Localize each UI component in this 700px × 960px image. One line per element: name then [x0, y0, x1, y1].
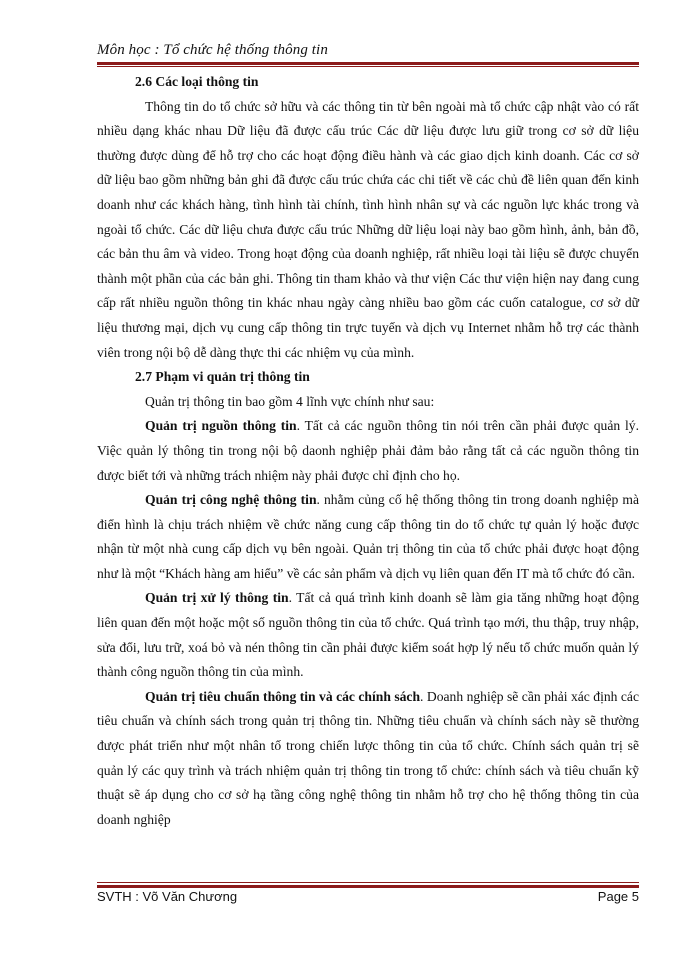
paragraph-lead: Quản trị xử lý thông tin [145, 590, 289, 606]
footer-rule-thin [97, 882, 639, 883]
paragraph: Thông tin do tổ chức sở hữu và các thông tin từ bên ngoài mà tổ chức cập nhật vào có rất nhiều dạng khác nhau Dữ liệu đã được cấu trúc Các dữ liệu được lưu giữ trong cơ sở dữ liệu thường được dùng để hỗ trợ cho các hoạt động điều hành và các giao dịch kinh doanh. Các cơ sở dữ liệu bao gồm những bản ghi đã được cấu trúc chứa các chi tiết về các chủ đề liên quan đến kinh doanh như các khách hàng, tình hình tài chính, tình hình nhân sự và các nguồn lực khác trong và ngoài tổ chức. Các dữ liệu chưa được cấu trúc Những dữ liệu loại này bao gồm hình, ảnh, bản đồ, các bản thu âm và video. Trong hoạt động của doanh nghiệp, rất nhiều loại tài liệu sẽ được chuyển thành một phần của các bản ghi. Thông tin tham khảo và thư viện Các thư viện hiện nay đang cung cấp rất nhiều nguồn thông tin khác nhau ngày càng nhiều bao gồm các cuốn catalogue, cơ sở dữ liệu thương mại, dịch vụ cung cấp thông tin trực tuyến và dịch vụ Internet nhằm hỗ trợ các thành viên trong nội bộ dễ dàng thực thi các nhiệm vụ của mình. [97, 98, 639, 360]
paragraph-body: . Doanh nghiệp sẽ cần phải xác định các tiêu chuẩn và chính sách trong quản trị thông tin. Những tiêu chuẩn và chính sách này sẽ thường được phát triển như một nhân tố trong chiến lược thông tin của tổ chức. Chính sách quản trị sẽ quản lý các quy trình và trách nhiệm quản trị thông tin trong tổ chức: chính sách và tiêu chuẩn kỹ thuật sẽ áp dụng cho cơ sở hạ tầng công nghệ thông tin nhằm hỗ trợ cho hệ thống thông tin của doanh nghiệp [97, 688, 639, 827]
header-rule-thick [97, 62, 639, 65]
paragraph-body: . Tất cả các nguồn thông tin nói trên cần phải được quản lý. Việc quản lý thông tin trong nội bộ daonh nghiệp phải đảm bảo rằng tất cả các nguồn thông tin được biết tới và những trách nhiệm này phải được chỉ định cho họ. [97, 418, 639, 483]
paragraph-lead: Quản trị tiêu chuẩn thông tin và các chính sách [145, 688, 421, 704]
paragraph [97, 414, 639, 488]
paragraph: Quản trị thông tin bao gồm 4 lĩnh vực chính như sau: [145, 393, 435, 409]
paragraph-lead: Quản trị công nghệ thông tin [145, 492, 317, 508]
paragraph-body: . Tất cả quá trình kinh doanh sẽ làm gia tăng những hoạt động liên quan đến một hoặc một số nguồn thông tin của tổ chức. Quá trình tạo mới, thu thập, truy nhập, sửa đổi, lưu trữ, xoá bỏ và nén thông tin cần phải được kiểm soát hợp lý nếu tổ chức muốn quản lý thành công nguồn thông tin của mình. [97, 590, 639, 680]
section-heading: 2.7 Phạm vi quản trị thông tin [135, 369, 310, 385]
paragraph [97, 488, 639, 586]
section-heading: 2.6 Các loại thông tin [135, 74, 259, 89]
header-title: Môn học : Tổ chức hệ thống thông tin [97, 42, 328, 58]
paragraph [97, 586, 639, 684]
footer-author: SVTH : Võ Văn Chương [97, 889, 238, 904]
page-content [97, 70, 639, 832]
header-rule-thin [97, 66, 639, 67]
paragraph [97, 685, 639, 833]
page-number: Page 5 [597, 889, 639, 904]
paragraph-lead: Quản trị nguồn thông tin [145, 418, 297, 434]
footer-rule-thick [97, 885, 639, 888]
paragraph-body: . nhằm củng cố hệ thống thông tin trong doanh nghiệp mà điển hình là chịu trách nhiệm về chức năng cung cấp thông tin do tổ chức tự quản lý hoặc được nhận từ một nhà cung cấp dịch vụ bên ngoài. Quản trị thông tin của tổ chức phải được hoạt động như là một “Khách hàng am hiểu” về các sản phẩm và dịch vụ liên quan đến IT mà tổ chức đó cần. [97, 492, 639, 581]
